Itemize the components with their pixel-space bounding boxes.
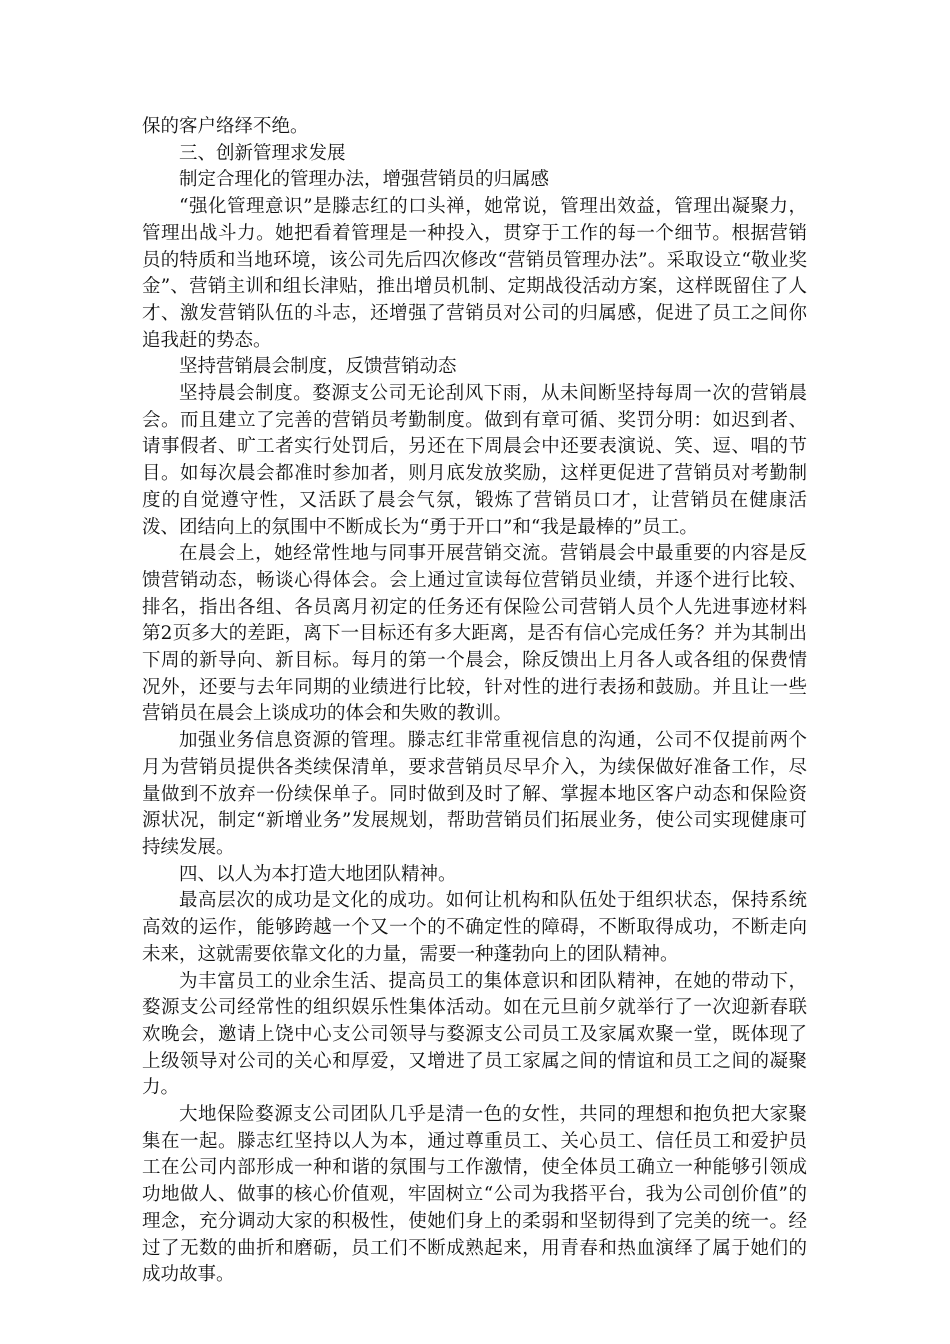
subheading-management: 制定合理化的管理办法，增强营销员的归属感 [179, 169, 550, 191]
paragraph-morning-meeting: 坚持晨会制度。婺源支公司无论刮风下雨，从未间断坚持每周一次的营销晨会。而且建立了完善的营销员考勤制度。做到有章可循、奖罚分明：如迟到者、请事假者、旷工者实行处罚后，另还在下周晨会中还要表演说、笑、逗、唱的节目。如每次晨会都准时参加者，则月底发放奖励，这样更促进了营销员对考勤制度的自觉遵守性，又活跃了晨会气氛，锻炼了营销员口才，让营销员在健康活泼、团结向上的氛围中不断成长为“勇于开口”和“我是最棒的”员工。 [142, 383, 807, 538]
paragraph-activities: 为丰富员工的业余生活、提高员工的集体意识和团队精神，在她的带动下，婺源支公司经常性的组织娱乐性集体活动。如在元旦前夕就举行了一次迎新春联欢晚会，邀请上饶中心支公司领导与婺源支公司员工及家属欢聚一堂，既体现了上级领导对公司的关心和厚爱，又增进了员工家属之间的情谊和员工之间的凝聚力。 [142, 970, 807, 1099]
paragraph-culture: 最高层次的成功是文化的成功。如何让机构和队伍处于组织状态，保持系统高效的运作，能够跨越一个又一个的不确定性的障碍，不断取得成功，不断走向未来，这就需要依靠文化的力量，需要一种蓬勃向上的团队精神。 [142, 890, 807, 965]
paragraph-management: “强化管理意识”是滕志红的口头禅，她常说，管理出效益，管理出凝聚力，管理出战斗力。她把看着管理是一种投入，贯穿于工作的每一个细节。根据营销员的特质和当地环境，该公司先后四次修改“营销员管理办法”。采取设立“敬业奖金”、营销主训和组长津贴，推出增员机制、定期战役活动方案，这样既留住了人才、激发营销队伍的斗志，还增强了营销员对公司的归属感，促进了员工之间你追我赶的势态。 [142, 196, 807, 351]
section-heading-3: 三、创新管理求发展 [179, 142, 346, 164]
document-body [142, 114, 807, 1289]
paragraph-information-management: 加强业务信息资源的管理。滕志红非常重视信息的沟通，公司不仅提前两个月为营销员提供各类续保清单，要求营销员尽早介入，为续保做好准备工作，尽量做到不放弃一份续保单子。同时做到及时了解、掌握本地区客户动态和保险资源状况，制定“新增业务”发展规划，帮助营销员们拓展业务，使公司实现健康可持续发展。 [142, 730, 807, 858]
paragraph-continuation: 保的客户络绎不绝。 [142, 116, 309, 137]
paragraph-meeting-exchange: 在晨会上，她经常性地与同事开展营销交流。营销晨会中最重要的内容是反馈营销动态，畅谈心得体会。会上通过宣读每位营销员业绩，并逐个进行比较、排名，指出各组、各员离月初定的任务还有保险公司营销人员个人先进事迹材料第2页多大的差距，离下一目标还有多大距离，是否有信心完成任务？并为其制出下周的新导向、新目标。每月的第一个晨会，除反馈出上月各人或各组的保费情况外，还要与去年同期的业绩进行比较，针对性的进行表扬和鼓励。并且让一些营销员在晨会上谈成功的体会和失败的教训。 [142, 543, 807, 725]
subheading-morning-meeting: 坚持营销晨会制度，反馈营销动态 [179, 356, 457, 378]
section-heading-4: 四、以人为本打造大地团队精神。 [179, 863, 457, 885]
paragraph-team: 大地保险婺源支公司团队几乎是清一色的女性，共同的理想和抱负把大家聚集在一起。滕志红坚持以人为本，通过尊重员工、关心员工、信任员工和爱护员工在公司内部形成一种和谐的氛围与工作激情，使全体员工确立一种能够引领成功地做人、做事的核心价值观，牢固树立“公司为我搭平台，我为公司创价值”的理念，充分调动大家的积极性，使她们身上的柔弱和坚韧得到了完美的统一。经过了无数的曲折和磨砺，员工们不断成熟起来，用青春和热血演绎了属于她们的成功故事。 [142, 1104, 807, 1286]
